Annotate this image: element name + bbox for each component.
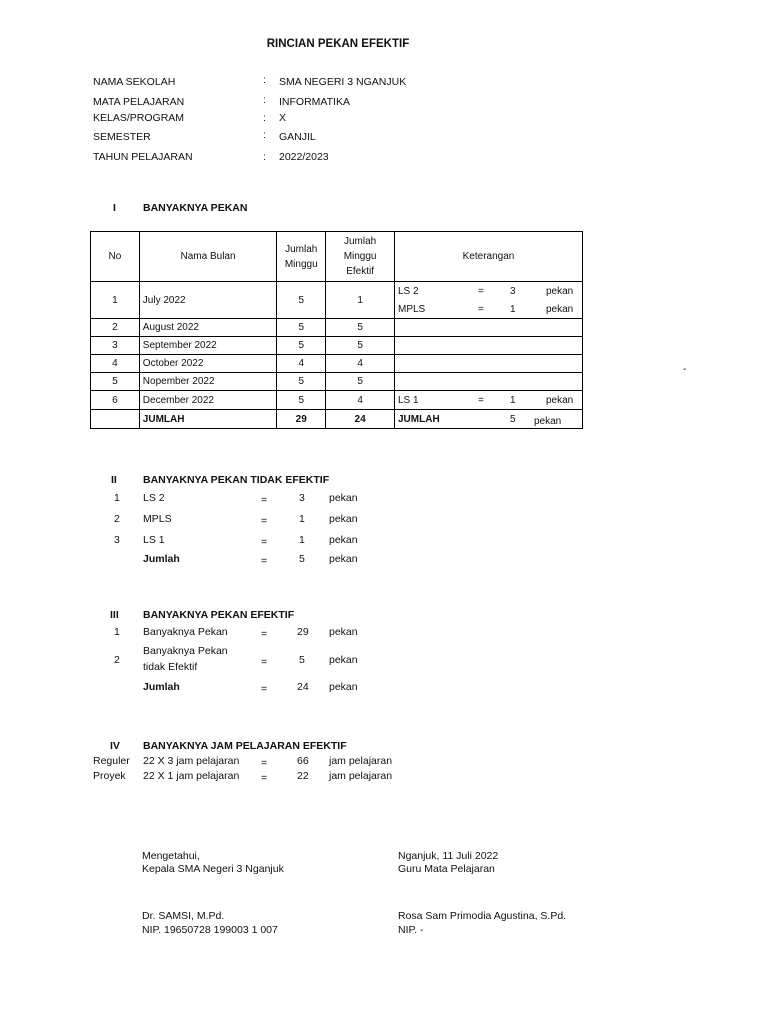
table-total-row: [91, 410, 583, 429]
weeks-table: [90, 231, 583, 429]
sig-right-line1: Nganjuk, 11 Juli 2022: [398, 850, 499, 862]
item-side-label: Reguler: [93, 755, 130, 767]
info-value-subject: INFORMATIKA: [279, 96, 350, 108]
item-val: 1: [299, 513, 305, 525]
ket-total-label: JUMLAH: [398, 413, 440, 425]
ket-unit: pekan: [546, 303, 574, 315]
ket-unit: pekan: [546, 394, 574, 406]
stray-dash: -: [683, 363, 687, 375]
cell-bulan: Nopember 2022: [139, 373, 276, 391]
item-eq: =: [261, 536, 268, 548]
cell-keterangan: [395, 282, 583, 319]
cell-no: 2: [91, 319, 140, 337]
section-number: IV: [110, 740, 120, 752]
total-val: 5: [299, 553, 305, 565]
table-row: [91, 337, 583, 355]
total-label: Jumlah: [143, 553, 180, 565]
cell-bulan: August 2022: [139, 319, 276, 337]
cell-bulan: September 2022: [139, 337, 276, 355]
cell-minggu: 5: [277, 337, 326, 355]
sig-right-line2: Guru Mata Pelajaran: [398, 863, 495, 875]
item-label: tidak Efektif: [143, 661, 198, 673]
item-label: MPLS: [143, 513, 172, 525]
info-label-year: TAHUN PELAJARAN: [93, 151, 193, 163]
info-label-semester: SEMESTER: [93, 131, 151, 143]
cell-no: 5: [91, 373, 140, 391]
item-label: LS 1: [143, 534, 165, 546]
sig-left-name: Dr. SAMSI, M.Pd.: [142, 910, 225, 922]
cell-no: 3: [91, 337, 140, 355]
sig-right-name: Rosa Sam Primodia Agustina, S.Pd.: [398, 910, 567, 922]
item-unit: pekan: [329, 654, 358, 666]
item-unit: pekan: [329, 492, 358, 504]
sig-left-nip: NIP. 19650728 199003 1 007: [142, 924, 278, 936]
item-unit: pekan: [329, 513, 358, 525]
table-row: [91, 282, 583, 319]
cell-efektif: 4: [326, 391, 395, 410]
total-eq: =: [261, 555, 268, 567]
cell-efektif: 5: [326, 319, 395, 337]
info-sep: :: [263, 94, 266, 106]
item-val: 1: [299, 534, 305, 546]
item-val: 5: [299, 654, 305, 666]
item-val: 22: [297, 770, 309, 782]
item-side-label: Proyek: [93, 770, 126, 782]
info-value-class: X: [279, 112, 287, 124]
sig-left-line2: Kepala SMA Negeri 3 Nganjuk: [142, 863, 284, 875]
total-unit: pekan: [329, 681, 358, 693]
item-val: 66: [297, 755, 309, 767]
ket-eq: =: [478, 394, 484, 406]
cell-efektif: 5: [326, 337, 395, 355]
total-unit: pekan: [329, 553, 358, 565]
info-value-year: 2022/2023: [279, 151, 329, 163]
table-row: [91, 319, 583, 337]
ket-eq: =: [478, 285, 484, 297]
item-eq: =: [261, 757, 268, 769]
info-label-class: KELAS/PROGRAM: [93, 112, 185, 124]
cell-bulan: July 2022: [139, 282, 276, 319]
total-label: JUMLAH: [139, 410, 276, 429]
total-val: 24: [297, 681, 309, 693]
cell-no: 1: [91, 282, 140, 319]
table-row: [91, 373, 583, 391]
cell-keterangan: [395, 355, 583, 373]
item-val: 3: [299, 492, 305, 504]
item-label: 22 X 1 jam pelajaran: [143, 770, 240, 782]
cell-no: 6: [91, 391, 140, 410]
ket-total-val: 5: [510, 413, 516, 425]
item-unit: pekan: [329, 534, 358, 546]
cell-minggu: 5: [277, 373, 326, 391]
item-eq: =: [261, 515, 268, 527]
item-label: 22 X 3 jam pelajaran: [143, 755, 240, 767]
section-number: III: [110, 609, 119, 621]
header-no: No: [91, 232, 140, 282]
section-title: BANYAKNYA PEKAN TIDAK EFEKTIF: [143, 474, 330, 486]
cell-no: 4: [91, 355, 140, 373]
cell-keterangan: [395, 319, 583, 337]
table-header-row: [91, 232, 583, 282]
info-label-school: NAMA SEKOLAH: [93, 76, 176, 88]
item-label: LS 2: [143, 492, 165, 504]
ket-val: 3: [510, 285, 516, 297]
cell-minggu: 5: [277, 282, 326, 319]
cell-efektif: 5: [326, 373, 395, 391]
total-label: Jumlah: [143, 681, 180, 693]
header-bulan: Nama Bulan: [139, 232, 276, 282]
ket-val: 1: [510, 303, 516, 315]
total-minggu: 29: [277, 410, 326, 429]
item-no: 2: [114, 513, 120, 525]
cell-keterangan: [395, 337, 583, 355]
total-keterangan: [395, 410, 583, 429]
keterangan-line: [398, 410, 579, 428]
item-unit: pekan: [329, 626, 358, 638]
keterangan-line: [398, 300, 579, 318]
sig-left-line1: Mengetahui,: [142, 850, 200, 862]
info-sep: :: [263, 112, 266, 124]
section-title: BANYAKNYA PEKAN: [143, 202, 248, 214]
ket-label: LS 2: [398, 285, 419, 297]
table-row: [91, 355, 583, 373]
item-val: 29: [297, 626, 309, 638]
info-value-school: SMA NEGERI 3 NGANJUK: [279, 76, 407, 88]
header-efektif: Jumlah Minggu Efektif: [326, 232, 395, 282]
cell-bulan: December 2022: [139, 391, 276, 410]
ket-label: LS 1: [398, 394, 419, 406]
cell-minggu: 5: [277, 391, 326, 410]
header-keterangan: Keterangan: [395, 232, 583, 282]
ket-unit: pekan: [546, 285, 574, 297]
ket-val: 1: [510, 394, 516, 406]
item-no: 1: [114, 626, 120, 638]
cell-efektif: 4: [326, 355, 395, 373]
ket-label: MPLS: [398, 303, 426, 315]
info-value-semester: GANJIL: [279, 131, 316, 143]
total-efektif: 24: [326, 410, 395, 429]
sig-right-nip: NIP. -: [398, 924, 424, 936]
item-eq: =: [261, 656, 268, 668]
total-eq: =: [261, 683, 268, 695]
section-number: I: [113, 202, 116, 214]
cell-empty: [91, 410, 140, 429]
cell-minggu: 5: [277, 319, 326, 337]
keterangan-line: [398, 391, 579, 409]
cell-efektif: 1: [326, 282, 395, 319]
ket-eq: =: [478, 303, 484, 315]
item-unit: jam pelajaran: [329, 770, 393, 782]
header-jumlah-minggu: Jumlah Minggu: [277, 232, 326, 282]
ket-total-unit: pekan: [534, 415, 562, 427]
cell-bulan: October 2022: [139, 355, 276, 373]
info-sep: :: [263, 129, 266, 141]
keterangan-line: [398, 282, 579, 300]
cell-keterangan: [395, 391, 583, 410]
item-eq: =: [261, 628, 268, 640]
section-title: BANYAKNYA JAM PELAJARAN EFEKTIF: [143, 740, 347, 752]
item-unit: jam pelajaran: [329, 755, 393, 767]
item-no: 3: [114, 534, 120, 546]
info-sep: :: [263, 151, 266, 163]
info-sep: :: [263, 74, 266, 86]
item-label: Banyaknya Pekan: [143, 645, 228, 657]
info-label-subject: MATA PELAJARAN: [93, 96, 185, 108]
section-title: BANYAKNYA PEKAN EFEKTIF: [143, 609, 295, 621]
section-number: II: [111, 474, 117, 486]
item-eq: =: [261, 494, 268, 506]
cell-keterangan: [395, 373, 583, 391]
item-eq: =: [261, 772, 268, 784]
page-title: RINCIAN PEKAN EFEKTIF: [266, 38, 410, 50]
item-label: Banyaknya Pekan: [143, 626, 228, 638]
item-no: 1: [114, 492, 120, 504]
table-row: [91, 391, 583, 410]
item-no: 2: [114, 654, 120, 666]
cell-minggu: 4: [277, 355, 326, 373]
